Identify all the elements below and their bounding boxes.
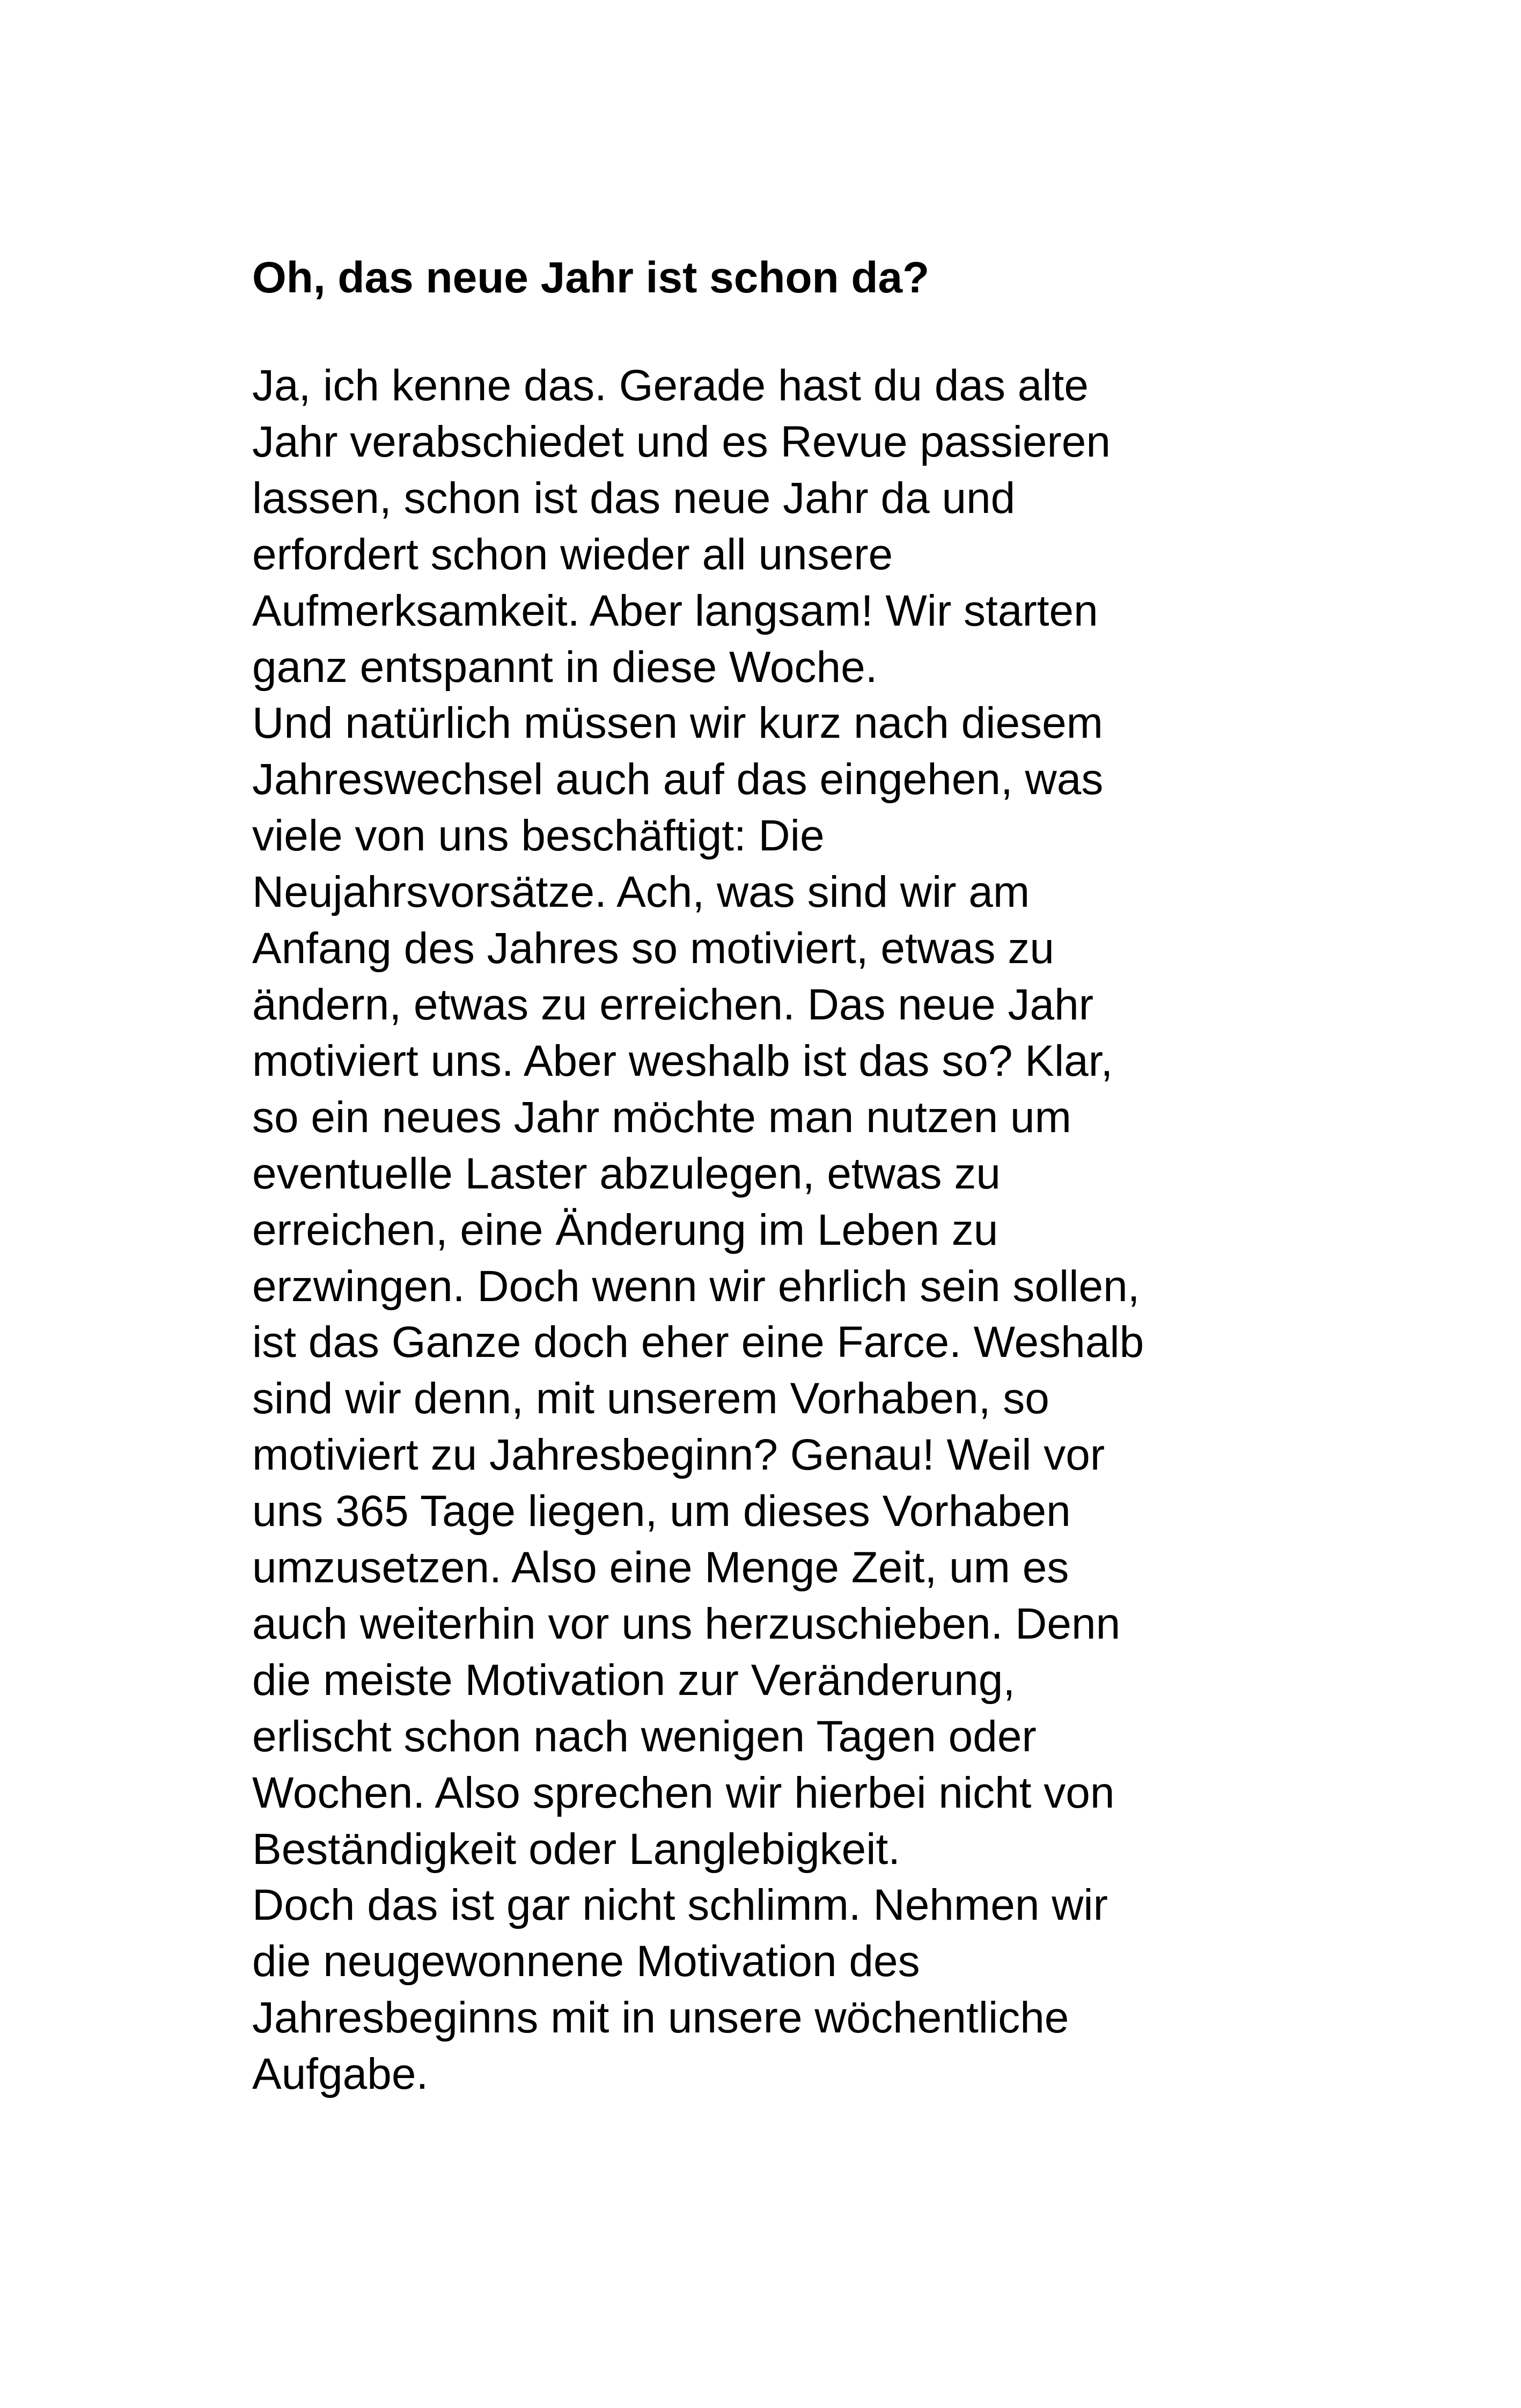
text-line: uns 365 Tage liegen, um dieses Vorhaben <box>252 1487 1071 1536</box>
text-line: erfordert schon wieder all unsere <box>252 530 893 579</box>
text-line: Wochen. Also sprechen wir hierbei nicht von <box>252 1768 1115 1817</box>
text-line: ist das Ganze doch eher eine Farce. Weshalb <box>252 1318 1144 1367</box>
text-line: Jahreswechsel auch auf das eingehen, was <box>252 755 1104 804</box>
text-line: Aufmerksamkeit. Aber langsam! Wir starten <box>252 586 1098 635</box>
text-line: Und natürlich müssen wir kurz nach diesem <box>252 699 1103 748</box>
text-line: lassen, schon ist das neue Jahr da und <box>252 473 1016 523</box>
text-line: Jahr verabschiedet und es Revue passieren <box>252 417 1111 466</box>
text-line: Beständigkeit oder Langlebigkeit. <box>252 1824 901 1874</box>
text-line: ganz entspannt in diese Woche. <box>252 642 878 692</box>
text-line: Ja, ich kenne das. Gerade hast du das alte <box>252 361 1089 410</box>
text-line: die meiste Motivation zur Veränderung, <box>252 1655 1016 1705</box>
text-line: Neujahrsvorsätze. Ach, was sind wir am <box>252 868 1030 917</box>
text-line: Jahresbeginns mit in unsere wöchentliche <box>252 1993 1069 2043</box>
text-line: erzwingen. Doch wenn wir ehrlich sein sollen, <box>252 1261 1140 1311</box>
text-line: viele von uns beschäftigt: Die <box>252 811 825 861</box>
text-line: eventuelle Laster abzulegen, etwas zu <box>252 1149 1001 1198</box>
text-line: erlischt schon nach wenigen Tagen oder <box>252 1712 1037 1761</box>
text-line: sind wir denn, mit unserem Vorhaben, so <box>252 1374 1049 1423</box>
text-line: Anfang des Jahres so motiviert, etwas zu <box>252 924 1054 973</box>
text-line: motiviert zu Jahresbeginn? Genau! Weil vor <box>252 1430 1105 1480</box>
text-line: so ein neues Jahr möchte man nutzen um <box>252 1092 1071 1142</box>
text-line: ändern, etwas zu erreichen. Das neue Jahr <box>252 980 1094 1029</box>
text-line: motiviert uns. Aber weshalb ist das so? Klar, <box>252 1036 1113 1085</box>
text-line: auch weiterhin vor uns herzuschieben. Denn <box>252 1599 1121 1648</box>
text-line: umzusetzen. Also eine Menge Zeit, um es <box>252 1543 1069 1592</box>
text-line: die neugewonnene Motivation des <box>252 1937 920 1986</box>
page-title: Oh, das neue Jahr ist schon da? <box>252 253 930 302</box>
text-line: Aufgabe. <box>252 2050 429 2099</box>
body-text <box>252 358 1325 2103</box>
text-line: Doch das ist gar nicht schlimm. Nehmen wir <box>252 1881 1108 1930</box>
document-content <box>252 249 1325 2103</box>
text-line: erreichen, eine Änderung im Leben zu <box>252 1205 998 1254</box>
